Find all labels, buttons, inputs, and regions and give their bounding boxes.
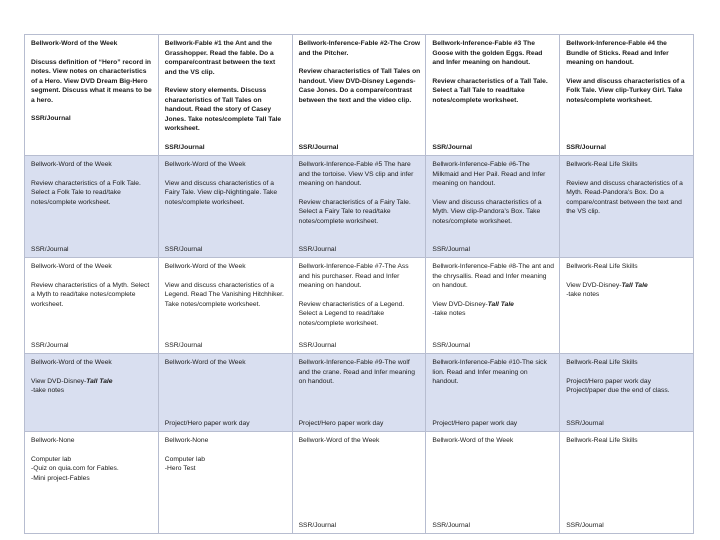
cell-text: Review characteristics of a Myth. Select a Myth to read/take notes/complete worksheet. — [31, 281, 150, 308]
cell-text: View and discuss characteristics of a Folk Tale. View clip-Turkey Girl. Take notes/complete worksheet. — [566, 77, 685, 104]
cell-text: Bellwork-Word of the Week — [31, 263, 112, 270]
table-row — [25, 258, 694, 354]
cell-text: Review characteristics of a Folk Tale. Select a Folk Tale to read/take notes/complete worksheet. — [31, 179, 141, 206]
table-row — [25, 156, 694, 258]
table-cell — [560, 258, 694, 354]
cell-content — [432, 39, 555, 152]
dvd-title: Tall Tale — [487, 300, 514, 308]
table-cell — [426, 35, 560, 156]
cell-content — [299, 39, 422, 152]
spacer — [299, 291, 422, 300]
cell-footer: SSR/Journal — [31, 341, 69, 349]
cell-text: Computer lab — [31, 455, 72, 463]
table-cell — [426, 432, 560, 534]
cell-text: Bellwork-Inference-Fable #7-The Ass and his purchaser. Read and Infer meaning on handout. — [298, 263, 409, 289]
cell-text: Bellwork-Real Life Skills — [566, 161, 638, 168]
cell-text: -take notes — [432, 310, 466, 317]
cell-text: Bellwork-Word of the Week — [164, 359, 246, 366]
cell-content — [165, 262, 288, 350]
cell-content — [299, 436, 422, 530]
spacer — [566, 368, 689, 377]
cell-content — [566, 39, 689, 152]
cell-content — [31, 358, 154, 428]
cell-footer: Project/Hero paper work day — [164, 419, 250, 427]
cell-content — [31, 39, 154, 152]
cell-footer: SSR/Journal — [432, 521, 470, 529]
table-cell — [426, 258, 560, 354]
cell-text: Bellwork-None — [164, 437, 209, 444]
cell-content — [566, 436, 689, 530]
cell-content — [165, 160, 288, 254]
cell-footer: SSR/Journal — [566, 143, 606, 151]
cell-content — [566, 358, 689, 428]
table-cell — [158, 35, 292, 156]
cell-content — [165, 39, 288, 152]
cell-text: Bellwork-Word of the Week — [432, 437, 514, 444]
spacer — [432, 68, 555, 77]
cell-text: View and discuss characteristics of a Legend. Read The Vanishing Hitchhiker. Take notes/complete worksheet. — [164, 281, 284, 308]
table-cell — [560, 432, 694, 534]
cell-footer: SSR/Journal — [298, 143, 339, 151]
cell-footer: SSR/Journal — [298, 245, 337, 253]
table-row — [25, 432, 694, 534]
cell-text: Bellwork-Inference-Fable #3 The Goose with the golden Eggs. Read and Infer meaning on handout. — [432, 40, 543, 66]
dvd-title: Tall Tale — [86, 377, 113, 385]
cell-content — [31, 262, 154, 350]
cell-text: Bellwork-Inference-Fable #6-The Milkmaid and Her Pail. Read and Infer meaning on handout. — [432, 161, 546, 187]
spacer — [432, 291, 555, 300]
cell-text: Bellwork-Inference-Fable #9-The wolf and the crane. Read and Infer meaning on handout. — [298, 359, 415, 385]
dvd-prefix: View DVD-Disney- — [31, 377, 87, 385]
cell-text: Review characteristics of a Legend. Select a Legend to read/take notes/complete worksheet. — [298, 300, 405, 327]
cell-text: Review characteristics of a Tall Tale. Select a Tall Tale to read/take notes/complete worksheet. — [432, 77, 548, 104]
cell-text: Bellwork-Word of the Week — [298, 437, 380, 444]
spacer — [31, 170, 154, 179]
table-cell — [292, 156, 426, 258]
spacer — [432, 189, 555, 198]
spacer — [31, 272, 154, 281]
cell-text: Bellwork-Inference-Fable #4 the Bundle of Sticks. Read and Infer meaning on handout. — [566, 40, 669, 66]
cell-footer: SSR/Journal — [298, 521, 337, 529]
cell-text: Bellwork-None — [31, 437, 75, 444]
table-cell — [560, 354, 694, 432]
cell-content — [432, 436, 555, 530]
table-cell — [292, 258, 426, 354]
spacer — [31, 105, 154, 114]
cell-text: Bellwork-Inference-Fable #5 The hare and the tortoise. View VS clip and infer meaning on handout. — [298, 161, 414, 187]
cell-content — [165, 358, 288, 428]
table-cell — [25, 258, 159, 354]
lesson-plan-table — [24, 34, 694, 534]
cell-text: Bellwork-Inference-Fable #8-The ant and the chrysallis. Read and Infer meaning on handout. — [432, 263, 554, 289]
cell-content — [299, 160, 422, 254]
table-cell — [426, 156, 560, 258]
spacer — [165, 77, 288, 86]
cell-text: Bellwork-Inference-Fable #10-The sick lion. Read and Infer meaning on handout. — [432, 359, 547, 385]
cell-footer: Project/Hero paper work day — [298, 419, 384, 427]
table-cell — [25, 35, 159, 156]
table-cell — [158, 354, 292, 432]
table-cell — [158, 258, 292, 354]
cell-text: Bellwork-Real Life Skills — [566, 263, 638, 270]
cell-content — [299, 262, 422, 350]
cell-text: Review story elements. Discuss characteristics of Tall Tales on handout. Read the story of Casey Jones. Take notes/complete Tall Tale worksheet. — [164, 87, 282, 132]
cell-footer: SSR/Journal — [432, 143, 473, 151]
cell-content — [432, 262, 555, 350]
spacer — [299, 58, 422, 67]
spacer — [165, 170, 288, 179]
cell-text: Bellwork-Word of the Week — [31, 359, 112, 366]
spacer — [566, 170, 689, 179]
cell-content — [432, 358, 555, 428]
cell-text: SSR/Journal — [31, 115, 71, 122]
dvd-line — [432, 300, 555, 310]
cell-text: -Quiz on quia.com for Fables. — [31, 465, 119, 472]
cell-content — [31, 436, 154, 530]
table-row — [25, 35, 694, 156]
cell-text: Review characteristics of a Fairy Tale. Select a Fairy Tale to read/take notes/complete worksheet. — [298, 198, 411, 225]
cell-footer: Project/Hero paper work day — [432, 419, 518, 427]
cell-text: Bellwork-Real Life Skills — [566, 437, 638, 444]
spacer — [165, 272, 288, 281]
cell-footer: SSR/Journal — [432, 341, 470, 349]
table-row — [25, 354, 694, 432]
cell-text: Bellwork-Real Life Skills — [566, 359, 638, 366]
cell-text: Discuss definition of “Hero” record in notes. View notes on characteristics of a Hero. View DVD Dream Big-Hero segment. Discuss what it means to be a hero. — [31, 58, 152, 104]
cell-content — [165, 436, 288, 530]
cell-text: Review and discuss characteristics of a Myth. Read-Pandora’s Box. Do a compare/contrast between the text and the VS clip. — [566, 179, 683, 215]
dvd-line — [31, 377, 154, 387]
cell-text: Bellwork-Word of the Week — [31, 40, 118, 47]
cell-text: Bellwork-Inference-Fable #2-The Crow and the Pitcher. — [298, 40, 421, 57]
dvd-line — [566, 281, 689, 291]
dvd-title: Tall Tale — [621, 281, 648, 289]
cell-content — [432, 160, 555, 254]
cell-text: Project/Hero paper work day — [566, 377, 651, 385]
cell-text: View and discuss characteristics of a Fairy Tale. View clip-Nightingale. Take notes/complete worksheet. — [164, 179, 278, 206]
cell-footer: SSR/Journal — [432, 245, 470, 253]
cell-footer: SSR/Journal — [298, 341, 337, 349]
dvd-prefix: View DVD-Disney- — [432, 300, 488, 308]
cell-text: -take notes — [566, 291, 600, 298]
table-cell — [25, 432, 159, 534]
cell-text: -Mini project-Fables — [31, 474, 90, 482]
cell-text: Bellwork-Word of the Week — [164, 161, 246, 168]
cell-content — [31, 160, 154, 254]
table-cell — [560, 156, 694, 258]
cell-text: Bellwork-Word of the Week — [31, 161, 112, 168]
spacer — [566, 68, 689, 77]
table-cell — [25, 354, 159, 432]
cell-text: Bellwork-Fable #1 the Ant and the Grasshopper. Read the fable. Do a compare/contrast between the text and the VS clip. — [164, 40, 276, 76]
cell-footer: SSR/Journal — [164, 341, 203, 349]
cell-text: Computer lab — [164, 455, 205, 463]
cell-footer: SSR/Journal — [566, 521, 604, 529]
spacer — [31, 368, 154, 377]
dvd-prefix: View DVD-Disney- — [566, 281, 622, 289]
spacer — [165, 446, 288, 455]
cell-footer: SSR/Journal — [31, 245, 69, 253]
cell-footer: SSR/Journal — [566, 419, 604, 427]
table-cell — [25, 156, 159, 258]
cell-text: Review characteristics of Tall Tales on handout. View DVD-Disney Legends-Case Jones. Do a compare/contrast between the text and the video clip. — [298, 68, 421, 104]
cell-text: Project/paper due the end of class. — [566, 387, 670, 394]
table-cell — [158, 432, 292, 534]
cell-content — [299, 358, 422, 428]
table-cell — [292, 35, 426, 156]
table-cell — [560, 35, 694, 156]
spacer — [299, 189, 422, 198]
spacer — [31, 49, 154, 58]
cell-content — [566, 160, 689, 254]
table-cell — [292, 354, 426, 432]
table-cell — [426, 354, 560, 432]
cell-footer: SSR/Journal — [164, 143, 205, 151]
cell-content — [566, 262, 689, 350]
cell-text: -take notes — [31, 387, 65, 394]
cell-text: Bellwork-Word of the Week — [164, 263, 246, 270]
table-cell — [292, 432, 426, 534]
table-cell — [158, 156, 292, 258]
spacer — [566, 272, 689, 281]
spacer — [31, 446, 154, 455]
cell-footer: SSR/Journal — [164, 245, 203, 253]
cell-text: View and discuss characteristics of a Myth. View clip-Pandora’s Box. Take notes/complete worksheet. — [432, 198, 542, 225]
cell-text: -Hero Test — [164, 465, 196, 472]
